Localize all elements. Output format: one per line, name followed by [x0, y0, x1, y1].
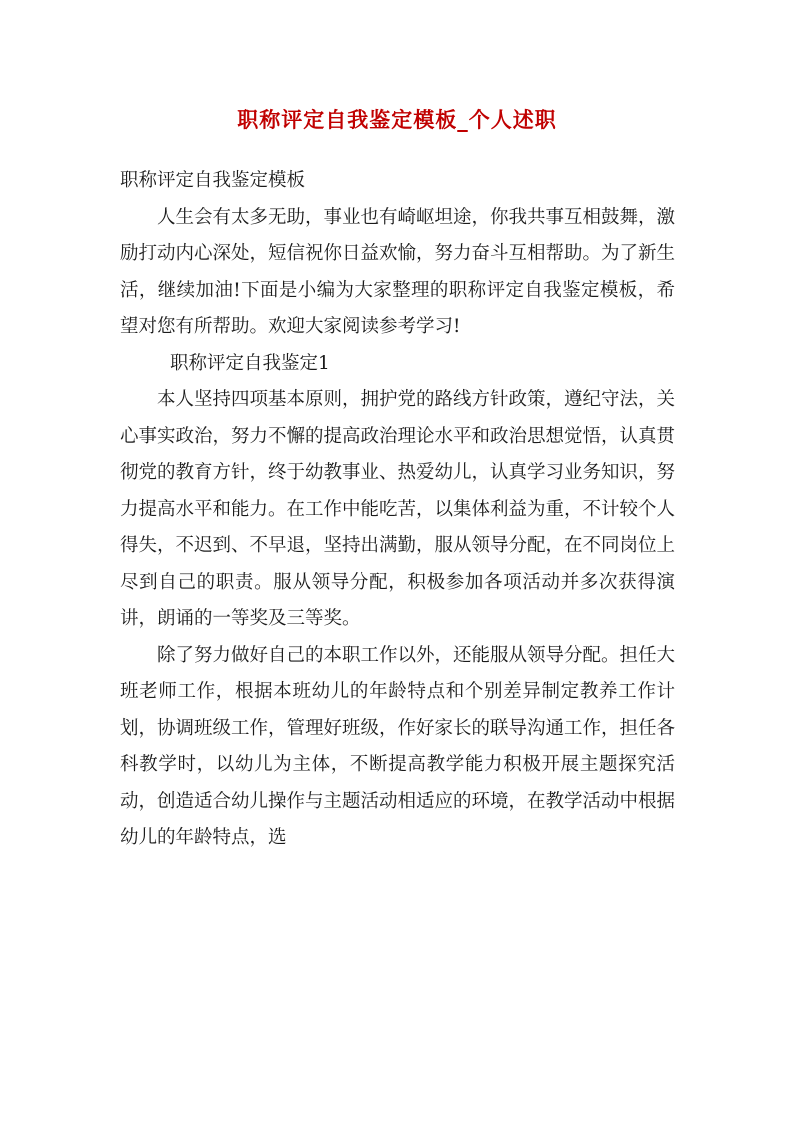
section-title: 职称评定自我鉴定1	[169, 352, 330, 374]
document-heading: 职称评定自我鉴定模板	[120, 170, 306, 191]
intro-paragraph: 人生会有太多无助，事业也有崎岖坦途，你我共事互相鼓舞，激励打动内心深处，短信祝你日益欢愉，努力奋斗互相帮助。为了新生活，继续加油!下面是小编为大家整理的职称评定自我鉴定模板，希望对您有所帮助。欢迎大家阅读参考学习!	[120, 206, 676, 337]
body-paragraph-2: 除了努力做好自己的本职工作以外，还能服从领导分配。担任大班老师工作，根据本班幼儿的年龄特点和个别差异制定教养工作计划，协调班级工作，管理好班级，作好家长的联导沟通工作，担任各科教学时，以幼儿为主体，不断提高教学能力积极开展主题探究活动，创造适合幼儿操作与主题活动相适应的环境，在教学活动中根据幼儿的年龄特点，选	[120, 644, 676, 848]
document-body	[120, 163, 675, 857]
body-paragraph-1: 本人坚持四项基本原则，拥护党的路线方针政策，遵纪守法，关心事实政治，努力不懈的提高政治理论水平和政治思想觉悟，认真贯彻党的教育方针，终于幼教事业、热爱幼儿，认真学习业务知识，努力提高水平和能力。在工作中能吃苦，以集体利益为重，不计较个人得失，不迟到、不早退，坚持出满勤，服从领导分配，在不同岗位上尽到自己的职责。服从领导分配，积极参加各项活动并多次获得演讲，朗诵的一等奖及三等奖。	[120, 389, 676, 629]
document-title: 职称评定自我鉴定模板_个人述职	[237, 107, 557, 132]
